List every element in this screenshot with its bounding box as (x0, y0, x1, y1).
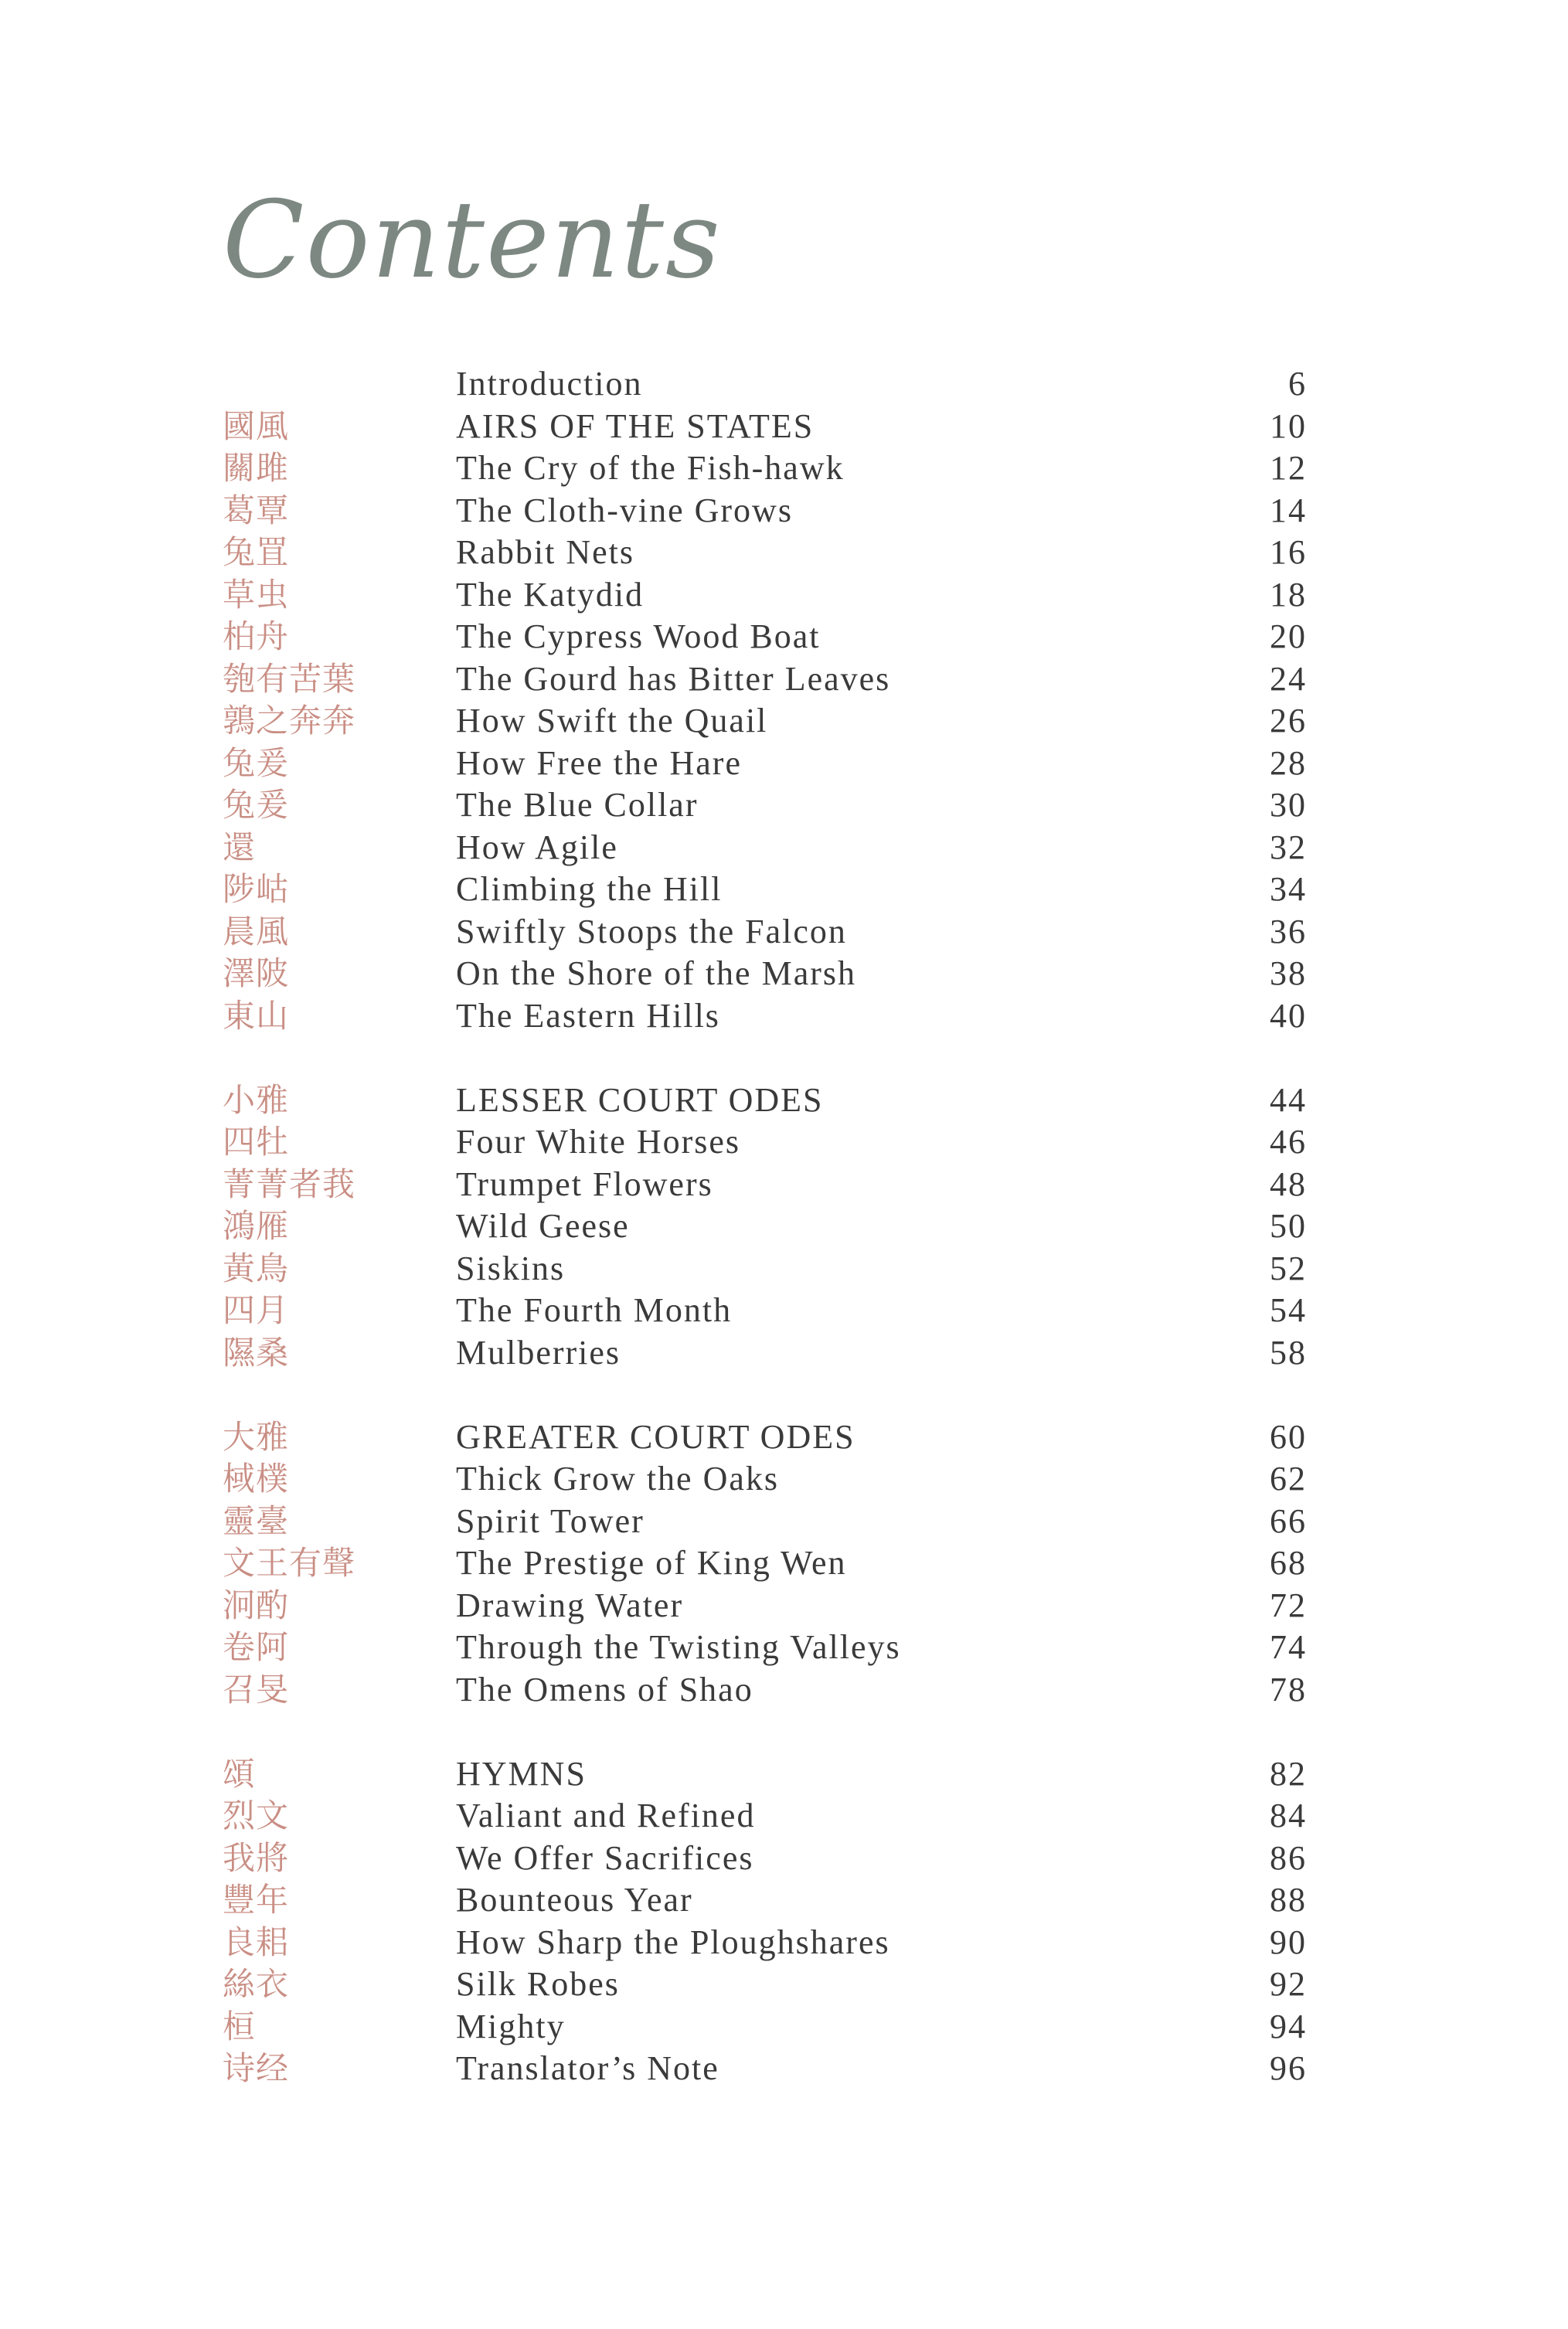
toc-entry-page-number: 28 (1270, 743, 1307, 782)
toc-entry-chinese-title: 鶉之奔奔 (223, 702, 356, 740)
toc-entry-page-number: 54 (1270, 1291, 1307, 1329)
toc-entry-title: Silk Robes (456, 1965, 620, 2003)
toc-entry[interactable] (0, 1879, 1568, 1922)
toc-entry[interactable] (0, 827, 1568, 869)
toc-entry[interactable] (0, 616, 1568, 658)
toc-entry[interactable] (0, 1795, 1568, 1838)
toc-entry[interactable] (0, 1501, 1568, 1543)
toc-entry-page-number: 96 (1270, 2049, 1307, 2087)
toc-entry[interactable] (0, 1964, 1568, 2006)
toc-entry-page-number: 18 (1270, 575, 1307, 614)
toc-entry[interactable] (0, 743, 1568, 785)
toc-entry-title: Wild Geese (456, 1207, 630, 1245)
toc-entry-page-number: 12 (1270, 449, 1307, 487)
toc-entry-page-number: 88 (1270, 1881, 1307, 1919)
toc-entry-chinese-title: 兔爰 (223, 743, 290, 782)
toc-entry-title: Trumpet Flowers (456, 1164, 713, 1203)
toc-entry-chinese-title: 桓 (223, 2007, 257, 2045)
toc-entry[interactable] (0, 1753, 1568, 1796)
toc-entry[interactable] (0, 869, 1568, 911)
toc-entry[interactable] (0, 2048, 1568, 2090)
toc-entry[interactable] (0, 1542, 1568, 1585)
toc-entry-chinese-title: 良耜 (223, 1923, 290, 1961)
toc-entry[interactable] (0, 953, 1568, 995)
toc-entry[interactable] (0, 363, 1568, 406)
toc-entry-title: Thick Grow the Oaks (456, 1460, 780, 1498)
toc-entry-page-number: 82 (1270, 1754, 1307, 1793)
toc-entry-title: HYMNS (456, 1754, 587, 1793)
toc-entry-title: Mulberries (456, 1333, 621, 1372)
toc-entry-title: How Agile (456, 828, 618, 866)
toc-entry-page-number: 26 (1270, 702, 1307, 740)
toc-entry-title: The Cypress Wood Boat (456, 617, 821, 655)
toc-entry-chinese-title: 豐年 (223, 1881, 290, 1919)
toc-entry-chinese-title: 召旻 (223, 1670, 290, 1708)
toc-entry-title: AIRS OF THE STATES (456, 406, 815, 445)
toc-entry-page-number: 66 (1270, 1501, 1307, 1540)
toc-entry-title: The Blue Collar (456, 786, 699, 824)
toc-entry[interactable] (0, 700, 1568, 743)
toc-entry[interactable] (0, 490, 1568, 532)
toc-entry-chinese-title: 四月 (223, 1291, 290, 1329)
toc-entry-page-number: 38 (1270, 954, 1307, 992)
toc-entry[interactable] (0, 1922, 1568, 1964)
toc-entry-chinese-title: 靈臺 (223, 1501, 290, 1540)
toc-entry[interactable] (0, 995, 1568, 1038)
toc-entry-chinese-title: 草虫 (223, 575, 290, 614)
toc-entry-title: Bounteous Year (456, 1881, 693, 1919)
toc-entry-title: Mighty (456, 2007, 566, 2045)
toc-entry-page-number: 10 (1270, 406, 1307, 445)
toc-entry-title: The Fourth Month (456, 1291, 733, 1329)
toc-entry-page-number: 46 (1270, 1123, 1307, 1161)
toc-entry-chinese-title: 四牡 (223, 1123, 290, 1161)
toc-entry-page-number: 60 (1270, 1417, 1307, 1456)
toc-entry[interactable] (0, 1164, 1568, 1206)
toc-entry[interactable] (0, 2006, 1568, 2048)
toc-entry-page-number: 16 (1270, 533, 1307, 571)
toc-entry-title: GREATER COURT ODES (456, 1417, 855, 1456)
toc-entry-page-number: 52 (1270, 1249, 1307, 1287)
page-title: Contents (223, 178, 722, 302)
toc-entry-page-number: 30 (1270, 786, 1307, 824)
toc-entry-chinese-title: 絲衣 (223, 1965, 290, 2003)
toc-entry[interactable] (0, 1669, 1568, 1712)
toc-entry-chinese-title: 兔罝 (223, 533, 290, 571)
toc-entry-chinese-title: 烈文 (223, 1797, 290, 1834)
toc-entry-title: Rabbit Nets (456, 533, 634, 571)
toc-entry-title: Through the Twisting Valleys (456, 1628, 901, 1666)
toc-entry[interactable] (0, 1080, 1568, 1122)
toc-entry-page-number: 94 (1270, 2007, 1307, 2045)
toc-entry[interactable] (0, 447, 1568, 490)
toc-entry-title: The Cry of the Fish-hawk (456, 449, 845, 487)
toc-entry-page-number: 62 (1270, 1460, 1307, 1498)
toc-entry-title: Translator’s Note (456, 2049, 719, 2087)
toc-entry[interactable] (0, 784, 1568, 827)
toc-entry[interactable] (0, 1248, 1568, 1290)
toc-entry-title: Siskins (456, 1249, 566, 1287)
table-of-contents (0, 363, 1568, 2090)
toc-entry[interactable] (0, 1205, 1568, 1248)
toc-entry[interactable] (0, 1416, 1568, 1459)
toc-entry[interactable] (0, 1838, 1568, 1880)
toc-entry-chinese-title: 我將 (223, 1838, 290, 1877)
toc-entry-page-number: 36 (1270, 912, 1307, 950)
toc-entry-title: We Offer Sacrifices (456, 1838, 754, 1877)
toc-entry-chinese-title: 晨風 (223, 912, 290, 950)
toc-entry-chinese-title: 卷阿 (223, 1628, 290, 1666)
toc-entry-chinese-title: 葛覃 (223, 491, 290, 529)
toc-entry-page-number: 72 (1270, 1586, 1307, 1624)
toc-entry[interactable] (0, 658, 1568, 701)
toc-entry-title: Four White Horses (456, 1123, 741, 1161)
toc-entry-chinese-title: 隰桑 (223, 1333, 290, 1372)
toc-entry-chinese-title: 菁菁者莪 (223, 1164, 356, 1203)
toc-entry-chinese-title: 诗经 (223, 2049, 290, 2087)
toc-entry-page-number: 32 (1270, 828, 1307, 866)
toc-entry-title: Valiant and Refined (456, 1797, 756, 1834)
toc-entry[interactable] (0, 1627, 1568, 1669)
toc-entry-chinese-title: 大雅 (223, 1417, 290, 1456)
toc-entry-page-number: 50 (1270, 1207, 1307, 1245)
toc-entry-title: On the Shore of the Marsh (456, 954, 857, 992)
toc-entry-page-number: 74 (1270, 1628, 1307, 1666)
toc-entry-title: The Katydid (456, 575, 645, 614)
toc-entry-title: Swiftly Stoops the Falcon (456, 912, 847, 950)
toc-entry-title: Introduction (456, 365, 643, 403)
toc-entry-page-number: 86 (1270, 1838, 1307, 1877)
toc-entry-page-number: 78 (1270, 1670, 1307, 1708)
toc-entry-chinese-title: 頌 (223, 1754, 257, 1793)
toc-entry[interactable] (0, 406, 1568, 448)
toc-entry-title: Spirit Tower (456, 1501, 645, 1540)
toc-entry-page-number: 24 (1270, 659, 1307, 698)
toc-entry[interactable] (0, 1585, 1568, 1627)
toc-entry[interactable] (0, 911, 1568, 954)
toc-entry-chinese-title: 關雎 (223, 449, 290, 487)
toc-entry-title: How Free the Hare (456, 743, 742, 782)
toc-entry-chinese-title: 還 (223, 828, 257, 866)
toc-entry-page-number: 6 (1288, 365, 1307, 403)
toc-entry-chinese-title: 棫樸 (223, 1460, 290, 1498)
toc-entry-chinese-title: 小雅 (223, 1080, 290, 1119)
toc-entry-title: The Gourd has Bitter Leaves (456, 659, 891, 698)
toc-entry[interactable] (0, 1332, 1568, 1375)
toc-entry-page-number: 44 (1270, 1080, 1307, 1119)
toc-entry-page-number: 68 (1270, 1544, 1307, 1582)
toc-entry[interactable] (0, 532, 1568, 574)
toc-entry-chinese-title: 匏有苦葉 (223, 659, 356, 698)
toc-entry-chinese-title: 鴻雁 (223, 1207, 290, 1245)
toc-entry-chinese-title: 國風 (223, 406, 290, 445)
toc-entry-chinese-title: 柏舟 (223, 617, 290, 655)
toc-entry-chinese-title: 兔爰 (223, 786, 290, 824)
toc-entry-title: The Cloth-vine Grows (456, 491, 793, 529)
toc-entry-title: Climbing the Hill (456, 870, 723, 908)
toc-entry-title: The Prestige of King Wen (456, 1544, 847, 1582)
toc-entry-page-number: 40 (1270, 996, 1307, 1035)
toc-entry-page-number: 90 (1270, 1923, 1307, 1961)
toc-entry-page-number: 58 (1270, 1333, 1307, 1372)
toc-entry-title: The Omens of Shao (456, 1670, 753, 1708)
toc-entry-chinese-title: 陟岵 (223, 870, 290, 908)
toc-entry-page-number: 34 (1270, 870, 1307, 908)
toc-entry[interactable] (0, 1121, 1568, 1164)
toc-entry-page-number: 48 (1270, 1164, 1307, 1203)
toc-entry-title: How Sharp the Ploughshares (456, 1923, 890, 1961)
toc-entry-title: How Swift the Quail (456, 702, 768, 740)
toc-entry-page-number: 84 (1270, 1797, 1307, 1834)
toc-entry-page-number: 92 (1270, 1965, 1307, 2003)
toc-entry-chinese-title: 文王有聲 (223, 1544, 356, 1582)
toc-entry-title: The Eastern Hills (456, 996, 720, 1035)
toc-entry-chinese-title: 黃鳥 (223, 1249, 290, 1287)
toc-entry[interactable] (0, 574, 1568, 617)
toc-entry-page-number: 20 (1270, 617, 1307, 655)
toc-entry-page-number: 14 (1270, 491, 1307, 529)
toc-entry[interactable] (0, 1458, 1568, 1501)
toc-entry[interactable] (0, 1290, 1568, 1332)
toc-entry-chinese-title: 東山 (223, 996, 290, 1035)
toc-entry-chinese-title: 泂酌 (223, 1586, 290, 1624)
toc-entry-title: LESSER COURT ODES (456, 1080, 824, 1119)
toc-entry-title: Drawing Water (456, 1586, 684, 1624)
toc-entry-chinese-title: 澤陂 (223, 954, 290, 992)
